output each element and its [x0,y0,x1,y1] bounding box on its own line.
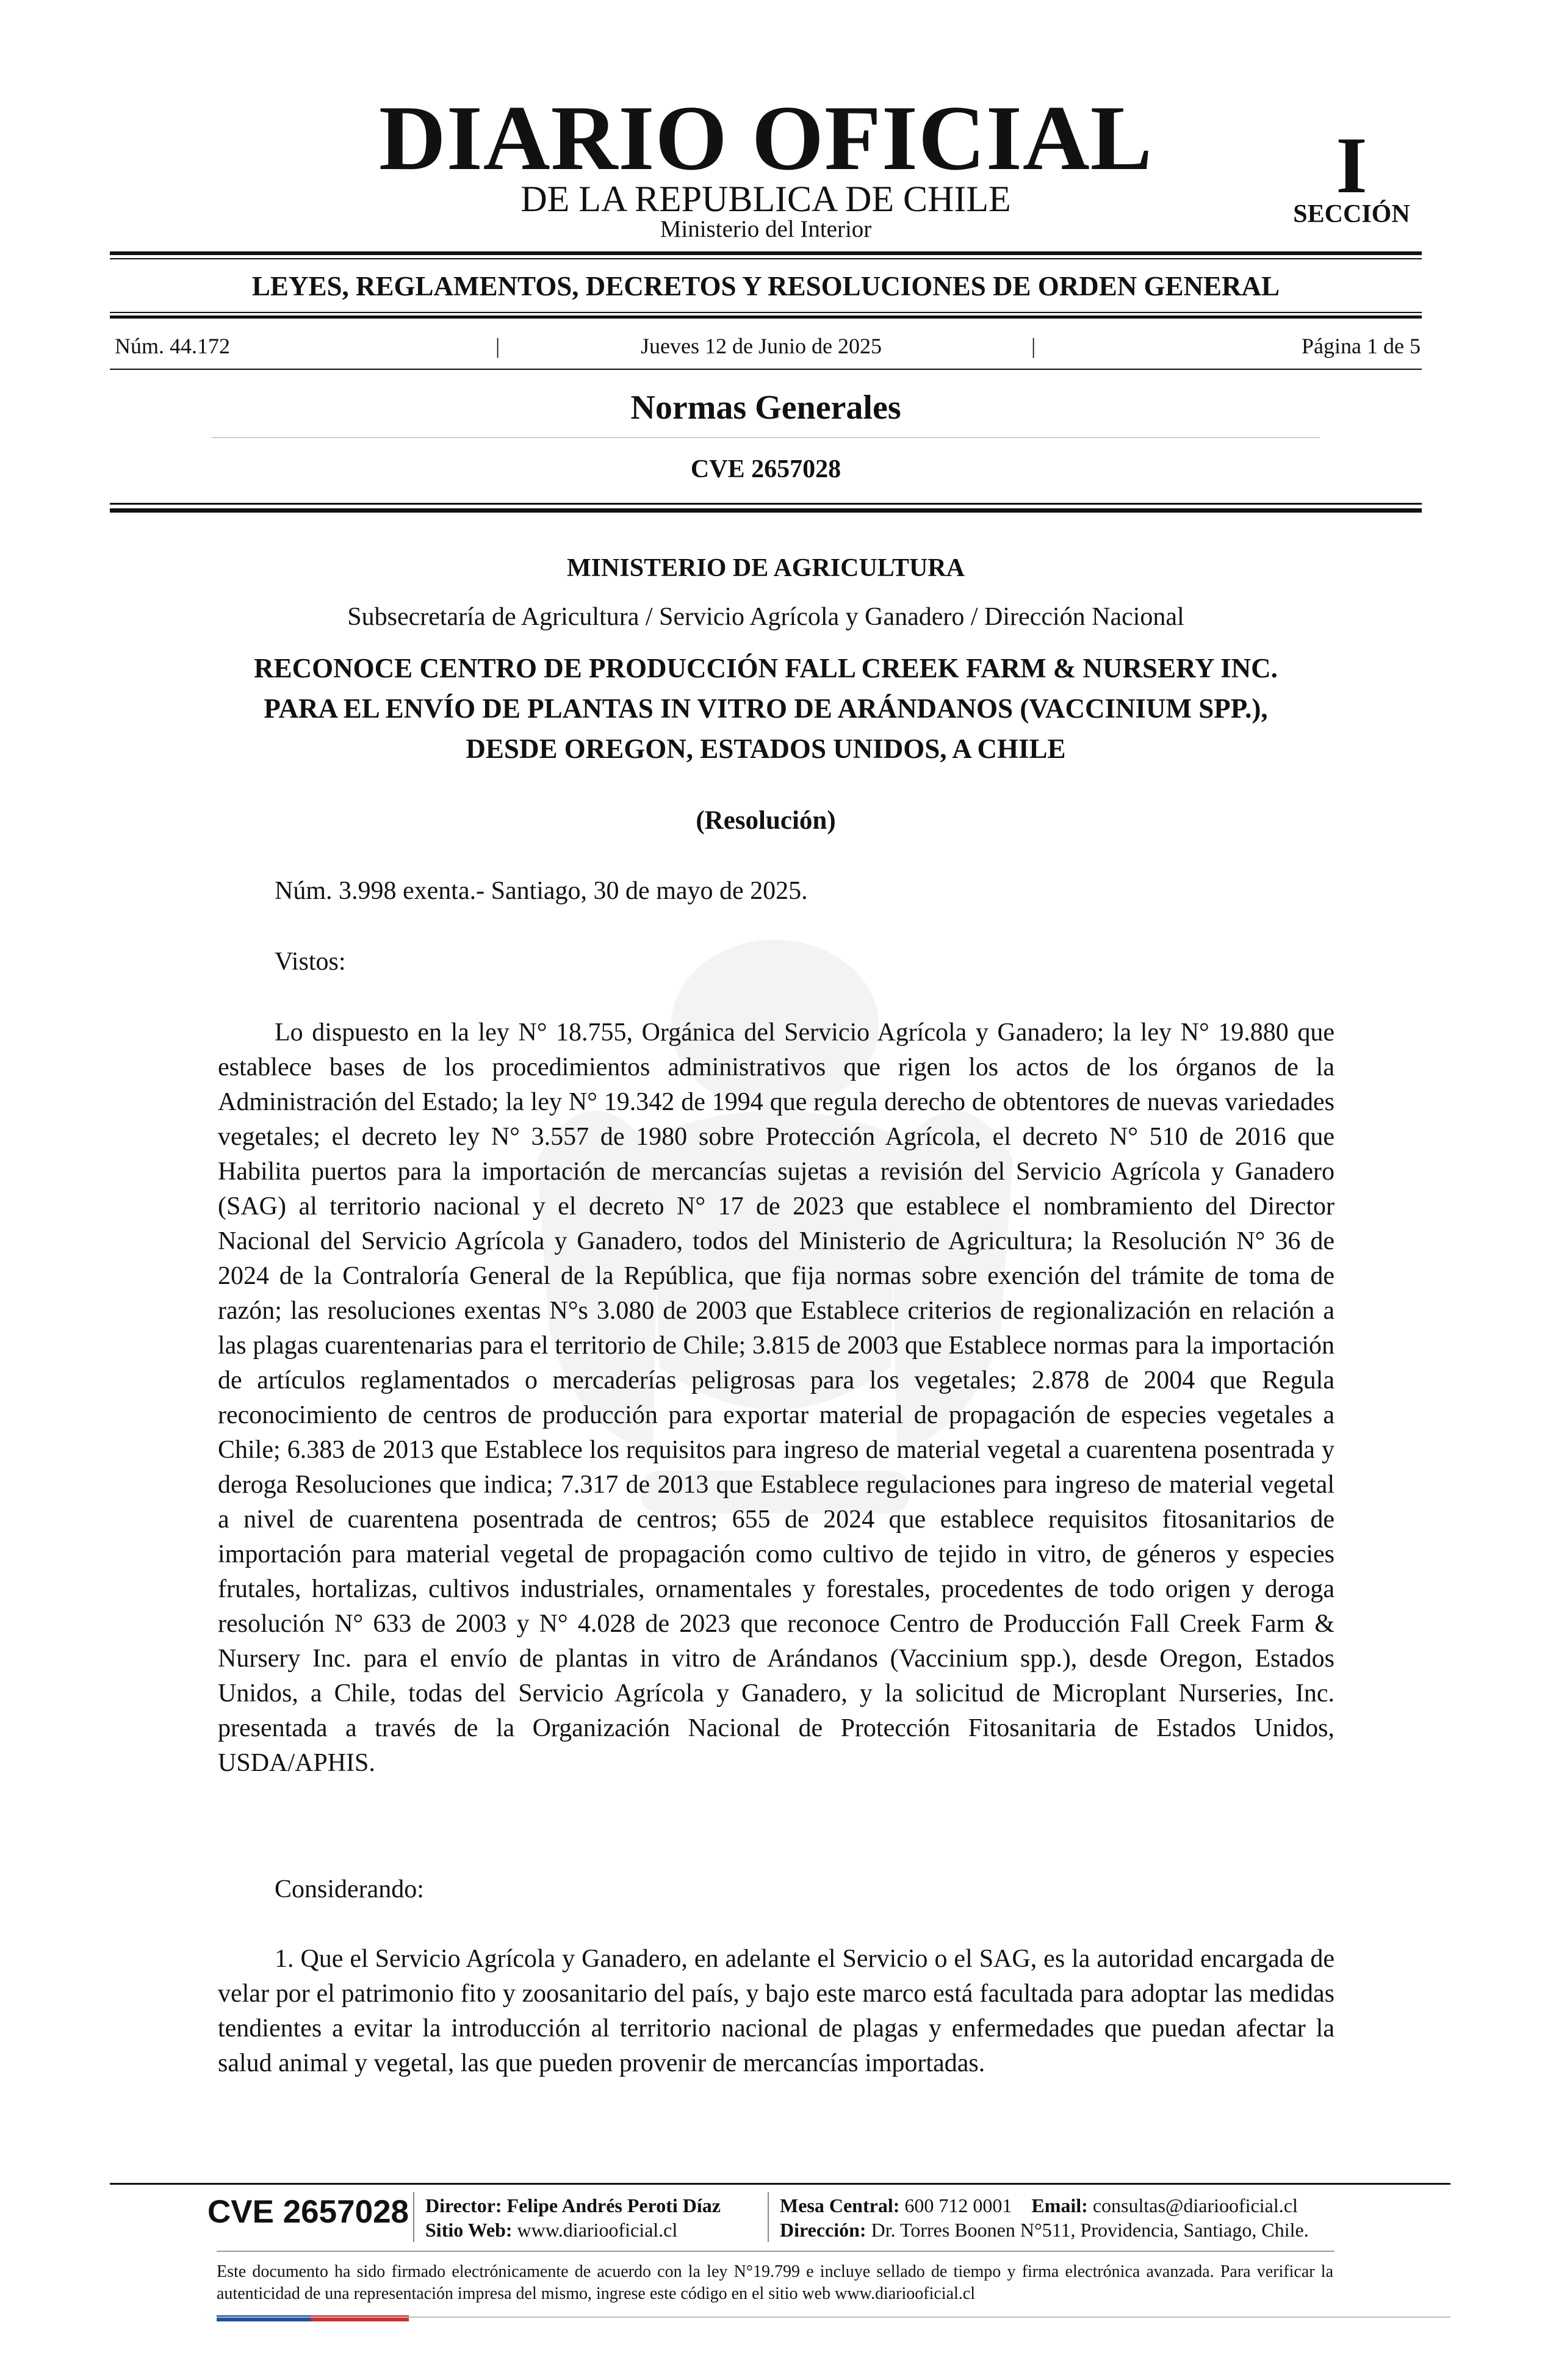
considerando-paragraph: 1. Que el Servicio Agrícola y Ganadero, en adelante el Servicio o el SAG, es la autoridad encargada de velar por el patrimonio fito y zoosanitario del país, y bajo este marco está facultada para adoptar las medidas tendientes a evitar la introducción al territorio nacional de plagas y enfermedades que puedan afectar la salud animal y vegetal, las que pueden provenir de mercancías importadas. [218,1945,1334,2077]
sub-ministry-line: Subsecretaría de Agricultura / Servicio Agrícola y Ganadero / Dirección Nacional [347,603,1184,631]
category-rule-thick [110,316,1422,319]
resolution-number: Núm. 3.998 exenta.- Santiago, 30 de mayo de 2025. [275,877,808,905]
footer-contact-block [780,2193,1309,2242]
issue-date: Jueves 12 de Junio de 2025 [641,334,882,358]
page-indicator: Página 1 de 5 [1302,334,1421,358]
section-heading: Normas Generales [630,389,901,427]
vistos-paragraph: Lo dispuesto en la ley N° 18.755, Orgánica del Servicio Agrícola y Ganadero; la ley N° 19.880 que establece bases de los procedimientos administrativos que rigen los actos de los órganos de la Administración del Estado; la ley N° 19.342 de 1994 que regula derecho de obtentores de nuevas variedades vegetales; el decreto ley N° 3.557 de 1980 sobre Protección Agrícola, el decreto N° 510 de 2016 que Habilita puertos para la importación de mercancías sujetas a revisión del Servicio Agrícola y Ganadero (SAG) al territorio nacional y el decreto N° 17 de 2023 que establece el nombramiento del Director Nacional del Servicio Agrícola y Ganadero, todos del Ministerio de Agricultura; la Resolución N° 36 de 2024 de la Contraloría General de la República, que fija normas sobre exención del trámite de toma de razón; las resoluciones exentas N°s 3.080 de 2003 que Establece criterios de regionalización en relación a las plagas cuarentenarias para el territorio de Chile; 3.815 de 2003 que Establece normas para la importación de artículos reglamentados o mercaderías peligrosas para los vegetales; 2.878 de 2004 que Regula reconocimiento de centros de producción para exportar material de propagación de especies vegetales a Chile; 6.383 de 2013 que Establece los requisitos para ingreso de material vegetal a cuarentena posentrada y deroga Resoluciones que indica; 7.317 de 2013 que Establece regulaciones para ingreso de material vegetal a nivel de cuarentena posentrada de centros; 655 de 2024 que establece requisitos fitosanitarios de importación para material vegetal de propagación como cultivo de tejido in vitro, de géneros y especies frutales, hortalizas, cultivos industriales, ornamentales y forestales, procedentes de todo origen y deroga resolución N° 633 de 2003 y N° 4.028 de 2023 que reconoce Centro de Producción Fall Creek Farm & Nursery Inc. para el envío de plantas in vitro de Arándanos (Vaccinium spp.), desde Oregon, Estados Unidos, a Chile, todas del Servicio Agrícola y Ganadero, y la solicitud de Microplant Nurseries, Inc. presentada a través de la Organización Nacional de Protección Fitosanitaria de Estados Unidos, USDA/APHIS. [218,1019,1334,1777]
category-rule-thin [110,312,1422,313]
meta-rule [110,369,1422,370]
footer-cve-code: CVE 2657028 [207,2194,409,2230]
resolution-title-line: RECONOCE CENTRO DE PRODUCCIÓN FALL CREEK FARM & NURSERY INC. [254,653,1278,683]
website-label: Sitio Web: [425,2219,513,2241]
issue-number: Núm. 44.172 [115,334,230,358]
resolution-title-line: DESDE OREGON, ESTADOS UNIDOS, A CHILE [466,734,1066,764]
email-label: Email: [1031,2194,1088,2216]
footer-director-block [425,2193,721,2242]
address-value: Dr. Torres Boonen N°511, Providencia, Santiago, Chile. [871,2219,1309,2241]
document-type: (Resolución) [696,806,836,835]
vistos-label: Vistos: [275,948,346,976]
cve-rule-thick [110,508,1422,513]
footer-divider [413,2192,414,2242]
resolution-title-line: PARA EL ENVÍO DE PLANTAS IN VITRO DE ARÁNDANOS (VACCINIUM SPP.), [264,693,1268,724]
cve-rule-thin [110,503,1422,505]
header-rule-thick [110,251,1422,255]
section-numeral: I [1336,120,1367,210]
meta-separator: | [495,334,500,358]
meta-separator: | [1031,334,1036,358]
considerando-label: Considerando: [275,1875,424,1903]
newspaper-ministry: Ministerio del Interior [660,216,872,242]
director-label: Director: [425,2194,502,2216]
email-link[interactable]: consultas@diariooficial.cl [1092,2194,1298,2216]
footer-note-rule [217,2251,1334,2252]
newspaper-subtitle: DE LA REPUBLICA DE CHILE [520,179,1011,219]
address-label: Dirección: [780,2219,866,2241]
footer-rule [110,2183,1450,2185]
mesa-phone: 600 712 0001 [904,2194,1012,2216]
footer-divider [768,2192,769,2242]
bottom-rule [217,2317,1450,2318]
newspaper-title: DIARIO OFICIAL [378,87,1153,189]
header-rule-thin [110,258,1422,259]
cve-code: CVE 2657028 [690,455,841,483]
category-heading: LEYES, REGLAMENTOS, DECRETOS Y RESOLUCIONES DE ORDEN GENERAL [251,271,1280,301]
mesa-label: Mesa Central: [780,2194,900,2216]
section-heading-rule [212,437,1320,438]
footer-legal-note: Este documento ha sido firmado electrónicamente de acuerdo con la ley N°19.799 e incluye sellado de tiempo y firma electrónica avanzada. Para verificar la autenticidad de una representación impresa del mismo, ingrese este código en el sitio web www.diariooficial.cl [217,2262,1333,2303]
ministry-heading: MINISTERIO DE AGRICULTURA [567,554,965,582]
website-link[interactable]: www.diariooficial.cl [517,2219,678,2241]
section-label: SECCIÓN [1293,200,1410,228]
director-name: Felipe Andrés Peroti Díaz [506,2194,721,2216]
